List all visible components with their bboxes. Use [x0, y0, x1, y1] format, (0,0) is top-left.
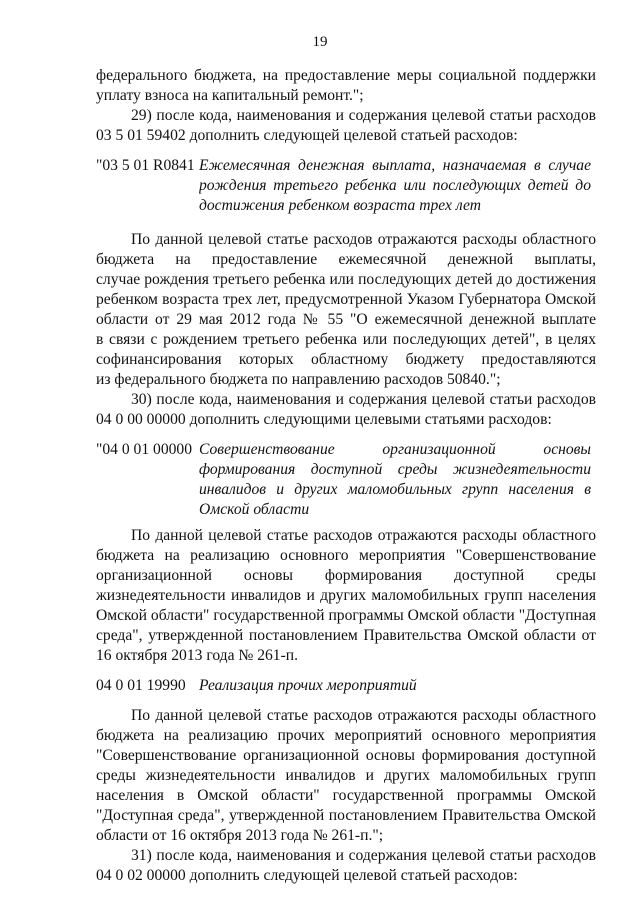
entry2-desc-4: Омской области [199, 501, 310, 518]
para3-line-5: населения в Омской области" государственной программы Омской [96, 787, 596, 804]
para1-line-7: софинансирования которых областному бюджету предоставляются [96, 351, 596, 368]
para3-line-7: области от 16 октября 2013 года № 261-п."; [96, 827, 384, 844]
para3-line-1: По данной целевой статье расходов отражаются расходы областного [131, 707, 596, 724]
intro-line-2: уплату взноса на капитальный ремонт."; [96, 87, 364, 104]
entry1-desc-2: рождения третьего ребенка или последующих детей до [199, 177, 591, 194]
entry3-code: 04 0 01 19990 [96, 677, 186, 694]
para2-line-4: жизнедеятельности инвалидов и других маломобильных групп населения [96, 587, 596, 604]
entry2-desc-2: формирования доступной среды жизнедеятельности [199, 461, 591, 478]
entry2-desc-1: Совершенствование организационной основы [199, 441, 591, 458]
entry2-desc-3: инвалидов и других маломобильных групп населения в [199, 481, 591, 498]
para2-line-1: По данной целевой статье расходов отражаются расходы областного [131, 527, 596, 544]
entry3-desc: Реализация прочих мероприятий [199, 677, 417, 694]
para2-line-5: Омской области" государственной программы Омской области "Доступная [96, 607, 596, 624]
para2-line-2: бюджета на реализацию основного мероприятия "Совершенствование [96, 547, 596, 564]
page-number: 19 [312, 34, 328, 50]
item31-line-1: 31) после кода, наименования и содержания целевой статьи расходов [131, 847, 596, 864]
para3-line-4: среды жизнедеятельности инвалидов и других маломобильных групп [96, 767, 596, 784]
para2-line-7: 16 октября 2013 года № 261-п. [96, 647, 299, 664]
para1-line-5: области от 29 мая 2012 года № 55 "О ежемесячной денежной выплате [96, 311, 596, 328]
para3-line-2: бюджета на реализацию прочих мероприятий основного мероприятия [96, 727, 596, 744]
para1-line-4: ребенком возраста трех лет, предусмотренной Указом Губернатора Омской [96, 291, 596, 308]
item30-line-2: 04 0 00 00000 дополнить следующими целевыми статьями расходов: [96, 411, 552, 428]
entry1-code: "03 5 01 R0841 [96, 157, 195, 174]
intro-line-1: федерального бюджета, на предоставление меры социальной поддержки [96, 67, 596, 84]
item29-line-2: 03 5 01 59402 дополнить следующей целевой статьей расходов: [96, 127, 518, 144]
item31-line-2: 04 0 02 00000 дополнить следующей целевой статьей расходов: [96, 867, 518, 884]
item29-line-1: 29) после кода, наименования и содержания целевой статьи расходов [131, 107, 596, 124]
entry1-desc-1: Ежемесячная денежная выплата, назначаемая в случае [199, 157, 591, 174]
para1-line-8: из федерального бюджета по направлению расходов 50840."; [96, 371, 501, 388]
para3-line-3: "Совершенствование организационной основы формирования доступной [96, 747, 596, 764]
item30-line-1: 30) после кода, наименования и содержания целевой статьи расходов [131, 391, 596, 408]
entry2-code: "04 0 01 00000 [96, 441, 193, 458]
para1-line-6: в связи с рождением третьего ребенка или последующих детей", в целях [96, 331, 596, 348]
para2-line-6: среда", утвержденной постановлением Правительства Омской области от [96, 627, 596, 644]
para1-line-2: бюджета на предоставление ежемесячной денежной выплаты, [96, 251, 596, 268]
para2-line-3: организационной основы формирования доступной среды [96, 567, 596, 584]
para1-line-1: По данной целевой статье расходов отражаются расходы областного [131, 231, 596, 248]
para3-line-6: "Доступная среда", утвержденной постановлением Правительства Омской [96, 807, 596, 824]
para1-line-3: случае рождения третьего ребенка или последующих детей до достижения [96, 271, 596, 288]
entry1-desc-3: достижения ребенком возраста трех лет [199, 197, 481, 214]
